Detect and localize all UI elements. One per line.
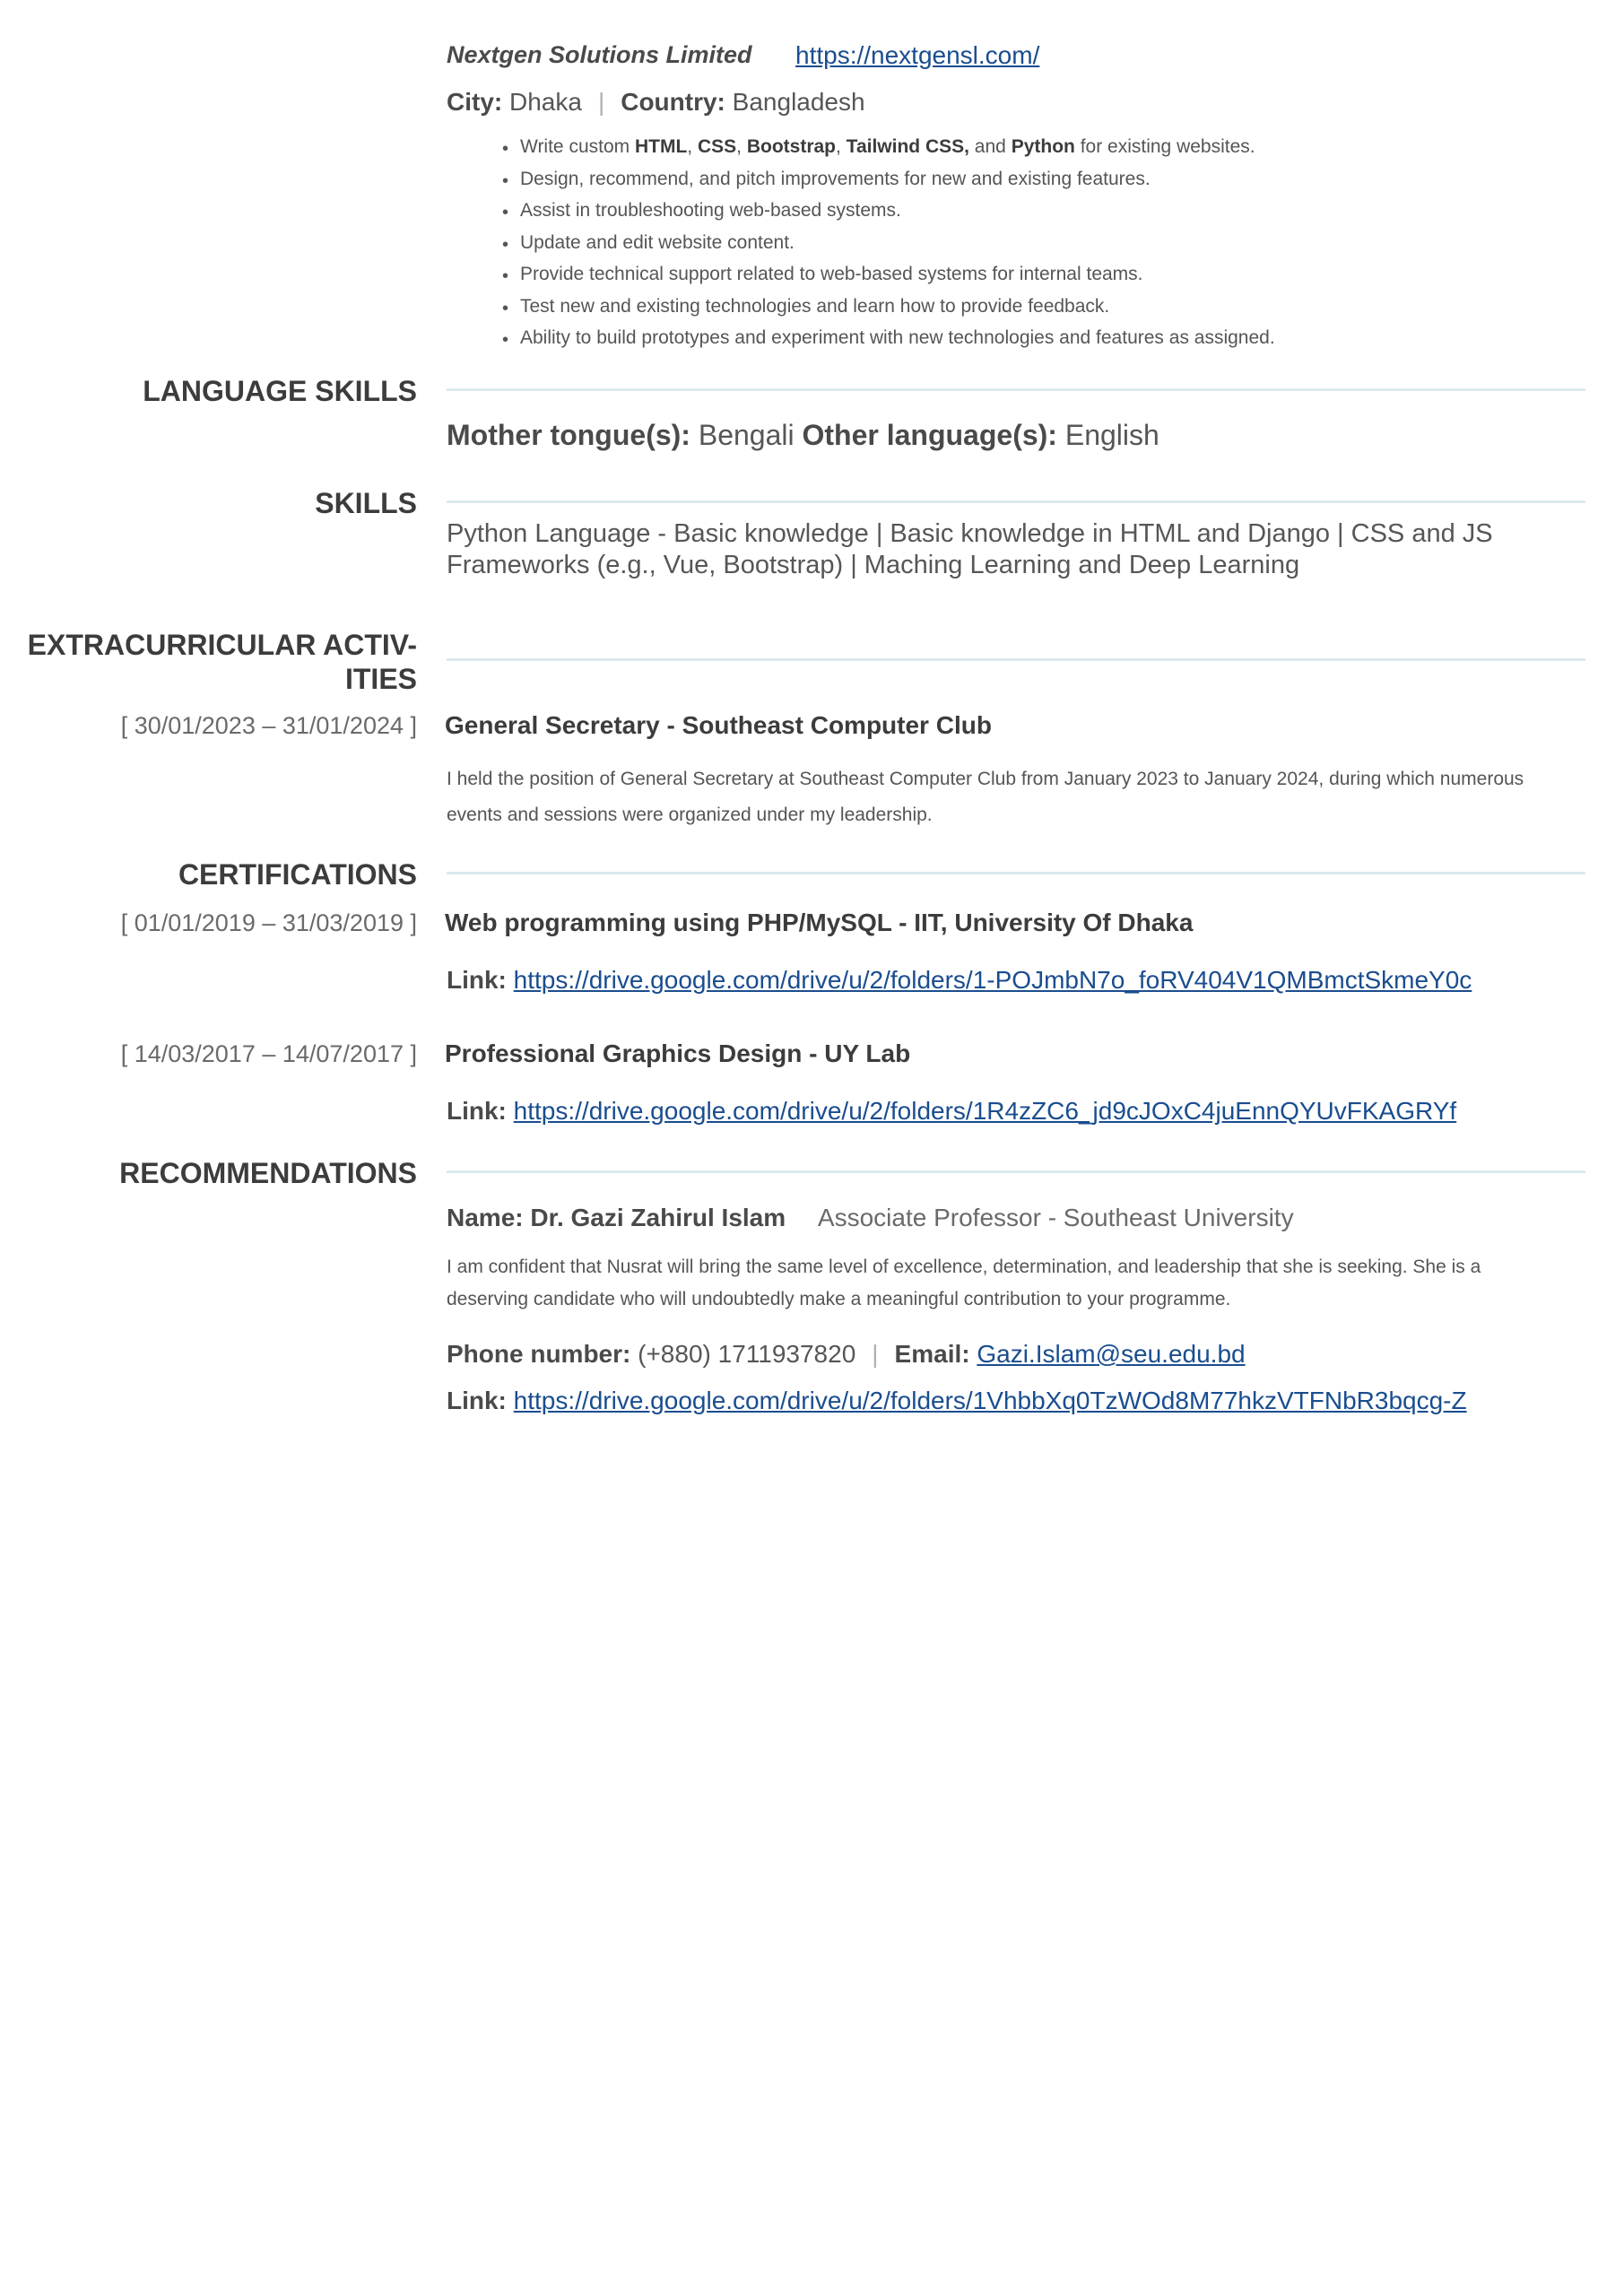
city-label: City: bbox=[447, 88, 503, 116]
certification-date: [ 14/03/2017 – 14/07/2017 ] bbox=[120, 1040, 417, 1067]
activity-description: I held the position of General Secretary at Southeast Computer Club from January 2023 to January 2024, during which numerous events and sessions were organized under my leadership. bbox=[447, 769, 1524, 825]
section-title-extracurricular: EXTRACURRICULAR ACTIV- ITIES bbox=[27, 629, 417, 695]
other-language-label: Other language(s): bbox=[802, 419, 1057, 451]
activity-date: [ 30/01/2023 – 31/01/2024 ] bbox=[120, 712, 417, 739]
country-value: Bangladesh bbox=[732, 88, 865, 116]
recommendation-link-row bbox=[447, 1387, 1467, 1415]
job-duties-list bbox=[502, 131, 1275, 354]
list-item: • Assist in troubleshooting web-based systems. bbox=[502, 195, 1275, 227]
separator: | bbox=[872, 1340, 879, 1368]
activity-title: General Secretary - Southeast Computer Club bbox=[445, 711, 992, 739]
certification-link-row bbox=[447, 1097, 1456, 1126]
country-label: Country: bbox=[621, 88, 725, 116]
other-language-value: English bbox=[1064, 419, 1159, 451]
recommender-row bbox=[447, 1204, 1294, 1232]
name-label: Name: bbox=[447, 1204, 524, 1231]
certification-link-row bbox=[447, 966, 1472, 995]
company-website-link[interactable]: https://nextgensl.com/ bbox=[795, 41, 1040, 69]
section-title-certifications: CERTIFICATIONS bbox=[178, 858, 417, 891]
skills-line: Frameworks (e.g., Vue, Bootstrap) | Maching Learning and Deep Learning bbox=[447, 551, 1300, 579]
phone-label: Phone number: bbox=[447, 1340, 631, 1368]
email-label: Email: bbox=[894, 1340, 970, 1368]
section-divider bbox=[447, 872, 1585, 874]
language-skills-row bbox=[447, 419, 1159, 452]
recommender-contact-row bbox=[447, 1340, 1246, 1369]
city-value: Dhaka bbox=[509, 88, 582, 116]
link-label: Link: bbox=[447, 1097, 507, 1125]
certification-title: Web programming using PHP/MySQL - IIT, University Of Dhaka bbox=[445, 909, 1194, 936]
section-divider bbox=[447, 500, 1585, 503]
certification-link[interactable]: https://drive.google.com/drive/u/2/folders/1R4zZC6_jd9cJOxC4juEnnQYUvFKAGRYf bbox=[513, 1097, 1457, 1125]
phone-value: (+880) 1711937820 bbox=[638, 1340, 856, 1368]
certification-title: Professional Graphics Design - UY Lab bbox=[445, 1039, 911, 1067]
list-item: • Provide technical support related to web-based systems for internal teams. bbox=[502, 258, 1275, 291]
recommender-name: Dr. Gazi Zahirul Islam bbox=[530, 1204, 786, 1231]
recommendation-link[interactable]: https://drive.google.com/drive/u/2/folders/1VhbbXq0TzWOd8M77hkzVTFNbR3bqcg-Z bbox=[513, 1387, 1467, 1414]
section-divider bbox=[447, 658, 1585, 661]
certification-date: [ 01/01/2019 – 31/03/2019 ] bbox=[120, 909, 417, 936]
recommender-position: Associate Professor - Southeast University bbox=[817, 1204, 1294, 1231]
section-divider bbox=[447, 1170, 1585, 1173]
list-item: • Write custom HTML, CSS, Bootstrap, Tailwind CSS, and Python for existing websites. bbox=[502, 131, 1275, 163]
list-item: • Ability to build prototypes and experiment with new technologies and features as assigned. bbox=[502, 322, 1275, 354]
certification-link[interactable]: https://drive.google.com/drive/u/2/folders/1-POJmbN7o_foRV404V1QMBmctSkmeY0c bbox=[513, 966, 1472, 994]
mother-tongue-label: Mother tongue(s): bbox=[447, 419, 690, 451]
link-label: Link: bbox=[447, 1387, 507, 1414]
mother-tongue-value: Bengali bbox=[698, 419, 795, 451]
link-label: Link: bbox=[447, 966, 507, 994]
recommendation-text: I am confident that Nusrat will bring the same level of excellence, determination, and leadership that she is seeking. She is a deserving candidate who will undoubtedly make a meaningful contribution to your programme. bbox=[447, 1257, 1481, 1309]
section-title-language-skills: LANGUAGE SKILLS bbox=[143, 375, 417, 407]
skills-text bbox=[447, 518, 1493, 581]
company-name: Nextgen Solutions Limited bbox=[447, 41, 752, 68]
section-divider bbox=[447, 388, 1585, 391]
email-link[interactable]: Gazi.Islam@seu.edu.bd bbox=[977, 1340, 1246, 1368]
separator: | bbox=[597, 88, 605, 116]
list-item: • Design, recommend, and pitch improvements for new and existing features. bbox=[502, 163, 1275, 196]
list-item: • Test new and existing technologies and learn how to provide feedback. bbox=[502, 291, 1275, 323]
list-item: • Update and edit website content. bbox=[502, 227, 1275, 259]
company-location bbox=[447, 88, 865, 117]
skills-line: Python Language - Basic knowledge | Basic knowledge in HTML and Django | CSS and JS bbox=[447, 519, 1493, 548]
section-title-recommendations: RECOMMENDATIONS bbox=[119, 1157, 417, 1189]
section-title-skills: SKILLS bbox=[315, 487, 417, 519]
